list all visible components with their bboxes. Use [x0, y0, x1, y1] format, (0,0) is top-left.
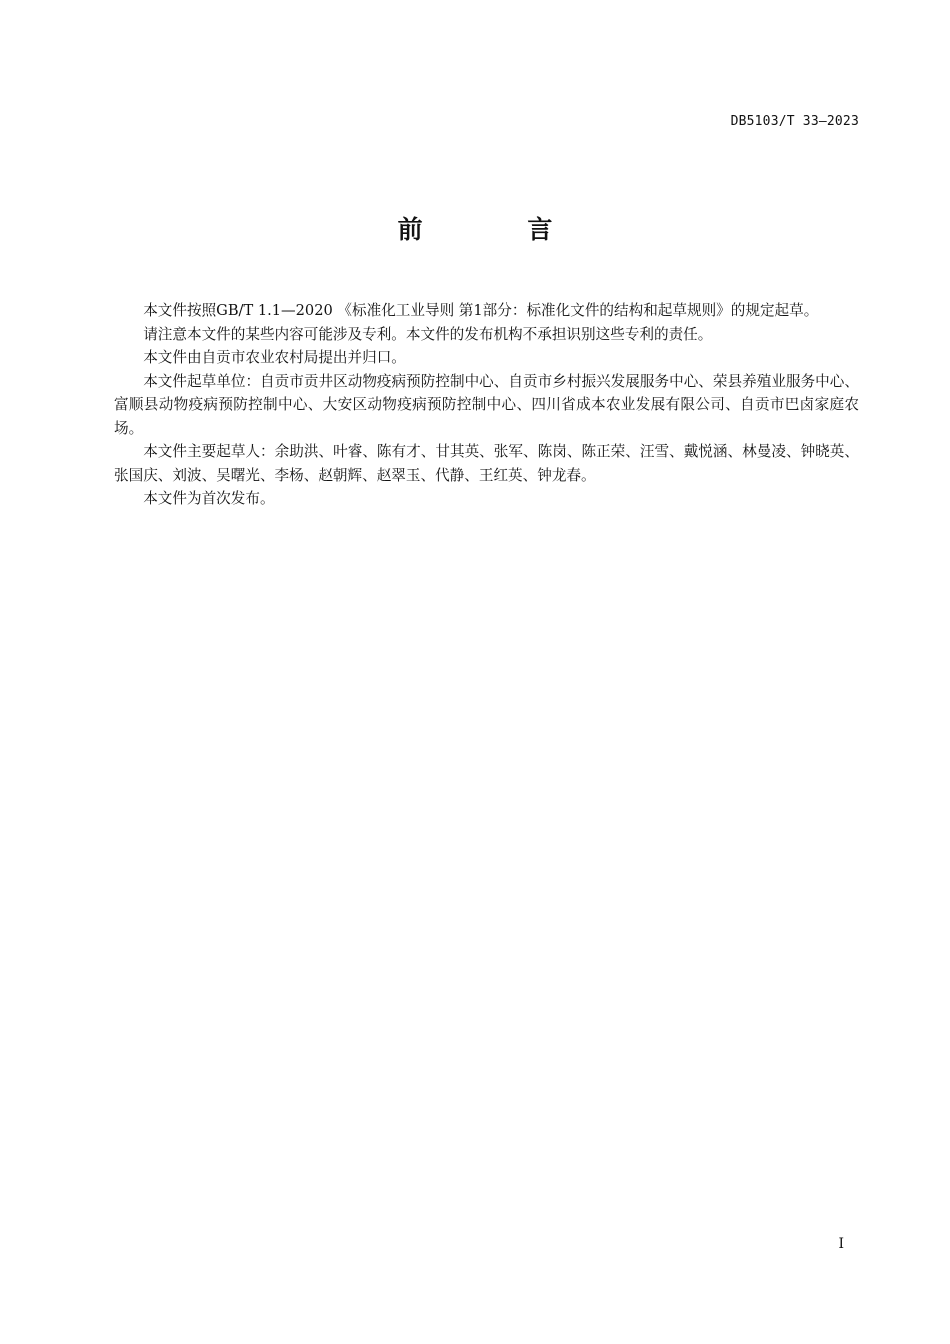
document-code: DB5103/T 33—2023 [730, 114, 859, 129]
paragraph-drafting-rules: 本文件按照GB/T 1.1—2020 《标准化工业导则 第1部分：标准化文件的结构和起草规则》的规定起草。 [143, 302, 819, 319]
paragraph-patent-notice: 请注意本文件的某些内容可能涉及专利。本文件的发布机构不承担识别这些专利的责任。 [143, 325, 713, 343]
foreword-body [114, 299, 859, 511]
paragraph-drafters: 本文件主要起草人：余助洪、叶睿、陈有才、甘其英、张军、陈岗、陈正荣、汪雪、戴悦涵、林曼凌、钟晓英、张国庆、刘波、吴曙光、李杨、赵朝辉、赵翠玉、代静、王红英、钟龙春。 [114, 443, 859, 484]
paragraph-first-release: 本文件为首次发布。 [143, 490, 275, 507]
foreword-title: 前 言 [397, 215, 601, 244]
paragraph-drafting-units: 本文件起草单位：自贡市贡井区动物疫病预防控制中心、自贡市乡村振兴发展服务中心、荣县养殖业服务中心、富顺县动物疫病预防控制中心、大安区动物疫病预防控制中心、四川省成本农业发展有限公司、自贡市巴卤家庭农场。 [114, 372, 859, 437]
paragraph-proposer: 本文件由自贡市农业农村局提出并归口。 [143, 349, 406, 366]
page-number: I [838, 1236, 844, 1252]
